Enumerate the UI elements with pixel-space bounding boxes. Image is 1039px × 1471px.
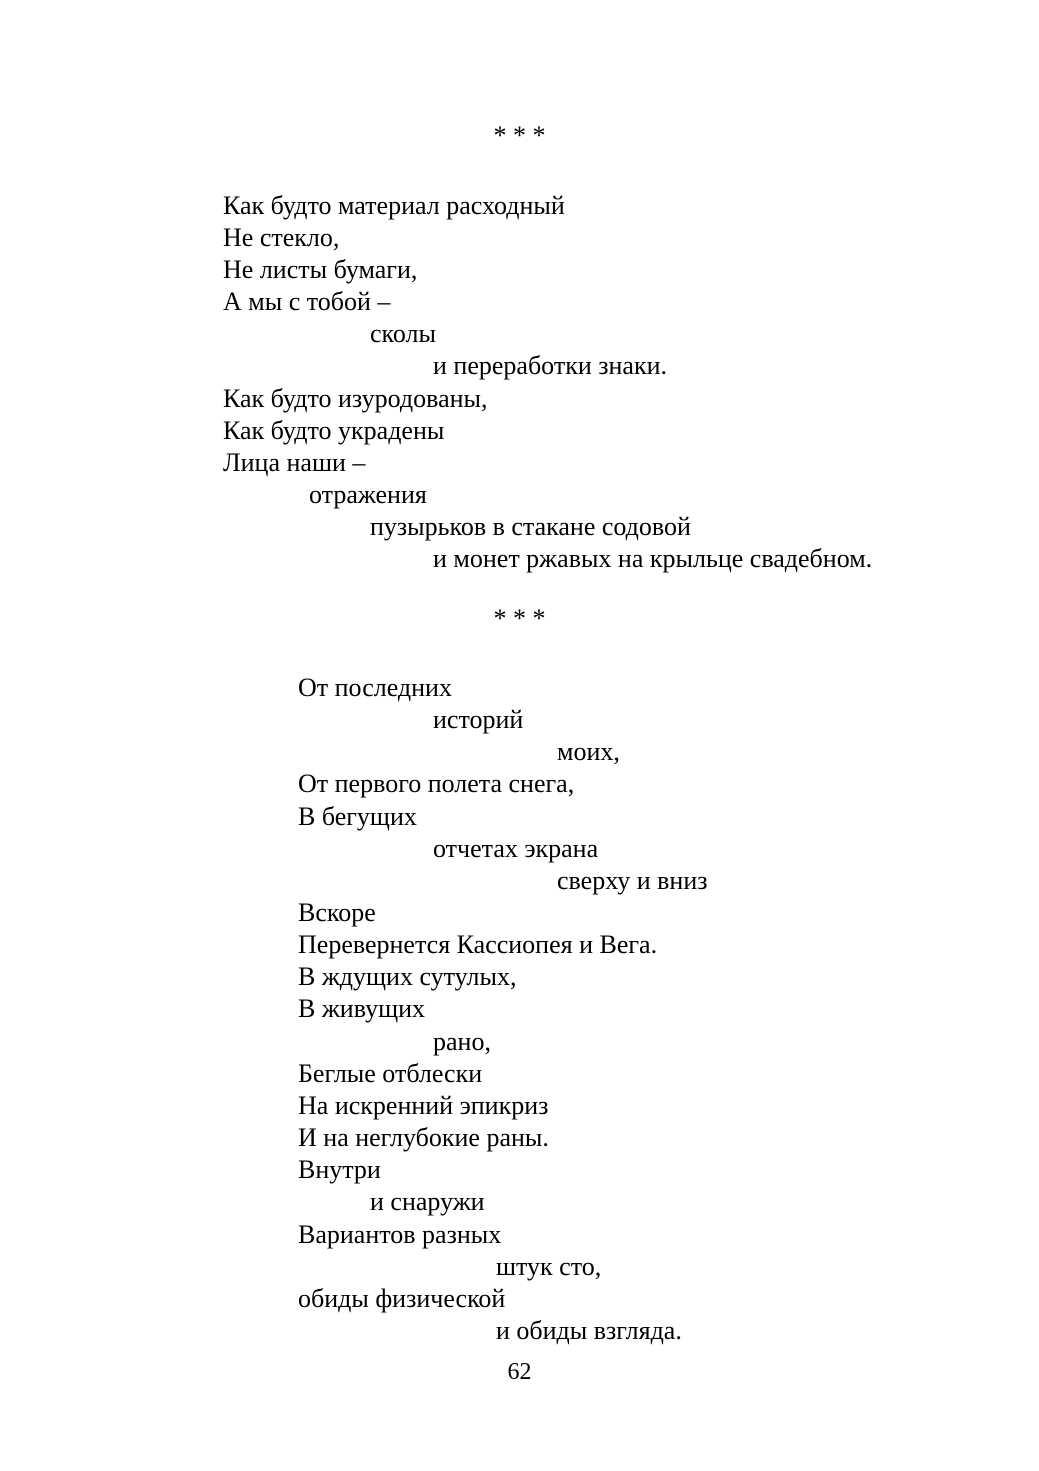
poem-line: Вскоре <box>298 898 376 927</box>
poem-line: А мы с тобой – <box>223 287 391 316</box>
poem-line: Вариантов разных <box>298 1220 502 1249</box>
poem-line: Внутри <box>298 1155 381 1184</box>
poem-line: В живущих <box>298 994 426 1023</box>
poem-line: моих, <box>557 737 620 766</box>
poem-line: Перевернется Кассиопея и Вега. <box>298 930 658 959</box>
poem-separator: * * * <box>493 604 546 633</box>
poem-line: Как будто материал расходный <box>223 191 565 220</box>
poem-line: И на неглубокие раны. <box>298 1123 549 1152</box>
poem-line: историй <box>433 705 524 734</box>
poem-line: и переработки знаки. <box>433 351 668 380</box>
poem-line: Не стекло, <box>223 223 340 252</box>
page-number: 62 <box>507 1359 532 1385</box>
poem-line: Не листы бумаги, <box>223 255 418 284</box>
poem-line: и снаружи <box>370 1187 485 1216</box>
poem-line: пузырьков в стакане содовой <box>370 512 691 541</box>
poem-line: рано, <box>433 1027 491 1056</box>
poem-line: От последних <box>298 673 452 702</box>
poem-line: и обиды взгляда. <box>496 1316 682 1345</box>
poem-line: штук сто, <box>496 1252 602 1281</box>
poem-line: сколы <box>370 319 436 348</box>
poem-line: отражения <box>309 480 427 509</box>
poem-line: и монет ржавых на крыльце свадебном. <box>433 544 873 573</box>
poem-separator: * * * <box>493 121 546 150</box>
poem-line: На искренний эпикриз <box>298 1091 549 1120</box>
poem-line: обиды физической <box>298 1284 506 1313</box>
poem-line: От первого полета снега, <box>298 769 575 798</box>
poem-line: сверху и вниз <box>557 866 708 895</box>
poem-line: Беглые отблески <box>298 1059 483 1088</box>
poem-line: отчетах экрана <box>433 834 599 863</box>
poem-line: Лица наши – <box>223 448 366 477</box>
poem-line: В ждущих сутулых, <box>298 962 517 991</box>
poem-line: Как будто украдены <box>223 416 445 445</box>
poem-line: Как будто изуродованы, <box>223 384 488 413</box>
poem-line: В бегущих <box>298 802 417 831</box>
